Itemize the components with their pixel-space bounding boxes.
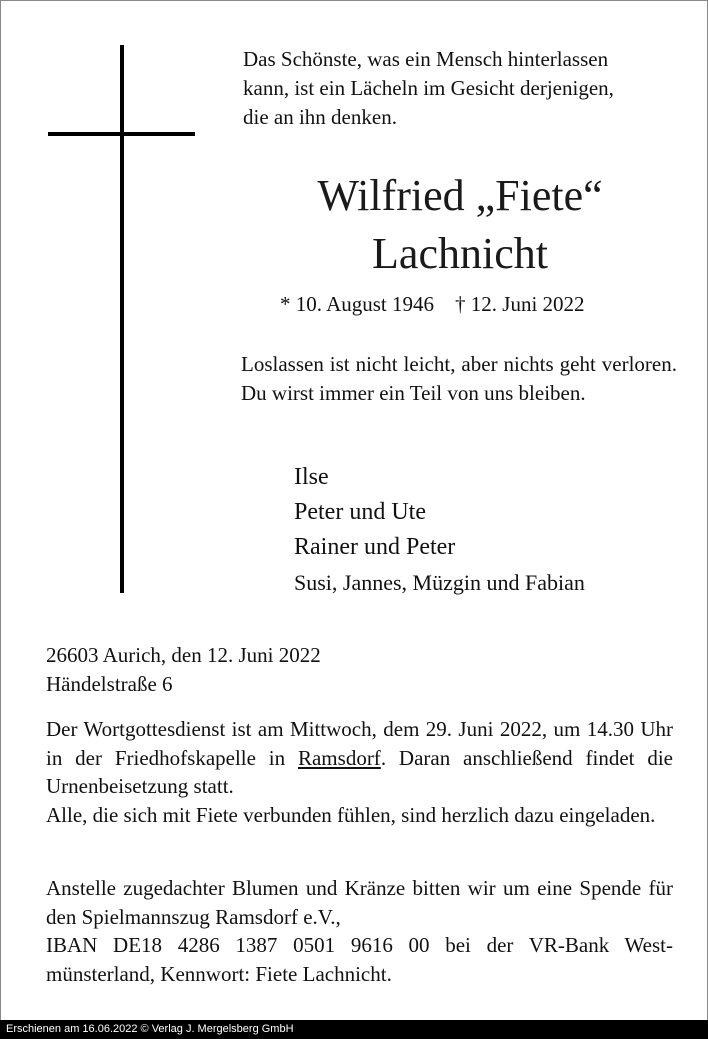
death-date: † 12. Juni 2022	[455, 292, 585, 316]
publication-footer: Erschienen am 16.06.2022 © Verlag J. Mergelsberg GmbH	[0, 1020, 708, 1039]
memorial-quote	[243, 45, 683, 132]
mourner-name: Ilse	[294, 464, 329, 490]
donation-request: Anstelle zugedachter Blumen und Kränze bitten wir um eine Spende für den Spielmannszug Ramsdorf e.V.,	[46, 876, 673, 929]
mourners-list	[294, 460, 585, 600]
mourner-name: Peter und Ute	[294, 499, 426, 525]
deceased-name-last: Lachnicht	[372, 229, 548, 278]
service-paragraph	[46, 715, 673, 801]
life-dates	[280, 289, 585, 319]
quote-line: Das Schönste, was ein Mensch hinterlassen	[243, 47, 609, 71]
address: Händelstraße 6	[46, 672, 173, 696]
service-text-end: . Daran anschließend findet die Urnenbeisetzung statt.	[46, 745, 673, 798]
deceased-name-first: Wilfried „Fiete“	[317, 171, 603, 220]
place-and-address	[46, 641, 321, 699]
donation-info	[46, 874, 673, 988]
bank-details: IBAN DE18 4286 1387 0501 9616 00 bei der VR-Bank West-münsterland, Kennwort: Fiete Lachnicht.	[46, 933, 673, 986]
birth-date: * 10. August 1946	[280, 292, 435, 316]
place-date: 26603 Aurich, den 12. Juni 2022	[46, 643, 321, 667]
cross-icon-vertical-bar	[120, 45, 124, 593]
service-text: Der Wortgottesdienst ist am Mittwoch, dem 29. Juni 2022, um 14.30 Uhr in der Friedhofskapelle in	[46, 717, 673, 770]
service-location: Ramsdorf	[297, 745, 381, 770]
mourner-name: Susi, Jannes, Müzgin und Fabian	[294, 570, 585, 595]
mourner-name: Rainer und Peter	[294, 534, 456, 560]
invitation-paragraph: Alle, die sich mit Fiete verbunden fühlen, sind herzlich dazu eingeladen.	[46, 802, 656, 827]
cross-icon-horizontal-bar	[48, 132, 195, 136]
quote-line: kann, ist ein Lächeln im Gesicht derjenigen,	[243, 76, 614, 100]
service-info	[46, 715, 673, 829]
quote-line: die an ihn denken.	[243, 105, 397, 129]
farewell-verse: Loslassen ist nicht leicht, aber nichts geht verloren. Du wirst immer ein Teil von uns bleiben.	[241, 352, 677, 405]
